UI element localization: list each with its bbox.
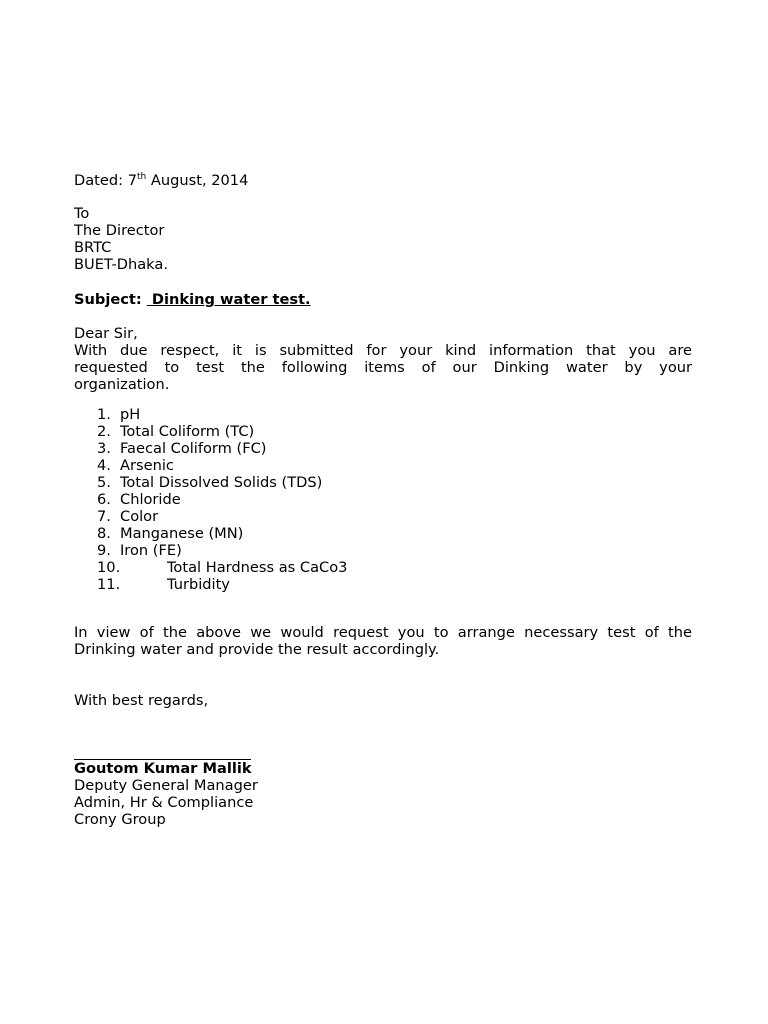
date-line bbox=[74, 172, 248, 189]
intro-paragraph bbox=[74, 342, 692, 393]
request-line-2: Drinking water and provide the result accordingly. bbox=[74, 641, 440, 658]
list-item-text: Total Coliform (TC) bbox=[120, 423, 255, 440]
list-item-text: Chloride bbox=[120, 491, 181, 508]
list-item-text: Faecal Coliform (FC) bbox=[120, 440, 267, 457]
list-item-text: Iron (FE) bbox=[120, 542, 182, 559]
signatory-organization: Crony Group bbox=[74, 811, 166, 828]
recipient-to: To bbox=[74, 205, 90, 222]
recipient-line-3: BUET-Dhaka. bbox=[74, 256, 168, 273]
closing: With best regards, bbox=[74, 692, 209, 709]
signatory-department: Admin, Hr & Compliance bbox=[74, 794, 254, 811]
subject-line bbox=[74, 291, 311, 308]
list-item-number: 7. bbox=[97, 508, 111, 525]
list-item-number: 8. bbox=[97, 525, 111, 542]
intro-line-2: requested to test the following items of our Dinking water by your bbox=[74, 359, 692, 376]
signatory-title: Deputy General Manager bbox=[74, 777, 258, 794]
list-item-text: Total Dissolved Solids (TDS) bbox=[120, 474, 323, 491]
list-item-number: 3. bbox=[97, 440, 111, 457]
list-item-text: Color bbox=[120, 508, 159, 525]
intro-line-1: With due respect, it is submitted for your kind information that you are bbox=[74, 342, 692, 359]
list-item-text: Total Hardness as CaCo3 bbox=[167, 559, 348, 576]
subject-text: Dinking water test. bbox=[146, 291, 311, 308]
list-item-number: 9. bbox=[97, 542, 111, 559]
recipient-line-1: The Director bbox=[74, 222, 165, 239]
list-item-text: Arsenic bbox=[120, 457, 174, 474]
list-item-number: 1. bbox=[97, 406, 111, 423]
list-item-number: 11. bbox=[97, 576, 121, 593]
list-item-number: 6. bbox=[97, 491, 111, 508]
subject-label: Subject: bbox=[74, 291, 142, 308]
request-paragraph bbox=[74, 624, 692, 658]
list-item-text: Manganese (MN) bbox=[120, 525, 244, 542]
list-item-text: pH bbox=[120, 406, 141, 423]
date-ordinal-suffix: th bbox=[137, 172, 147, 182]
request-line-1: In view of the above we would request you to arrange necessary test of the bbox=[74, 624, 692, 641]
date-suffix: August, 2014 bbox=[146, 172, 249, 189]
salutation: Dear Sir, bbox=[74, 325, 138, 342]
signatory-name: Goutom Kumar Mallik bbox=[74, 760, 252, 777]
list-item-number: 5. bbox=[97, 474, 111, 491]
date-prefix: Dated: 7 bbox=[74, 172, 137, 189]
list-item-number: 2. bbox=[97, 423, 111, 440]
recipient-line-2: BRTC bbox=[74, 239, 112, 256]
list-item-number: 10. bbox=[97, 559, 121, 576]
list-item-text: Turbidity bbox=[167, 576, 230, 593]
list-item-number: 4. bbox=[97, 457, 111, 474]
intro-line-3: organization. bbox=[74, 376, 170, 393]
